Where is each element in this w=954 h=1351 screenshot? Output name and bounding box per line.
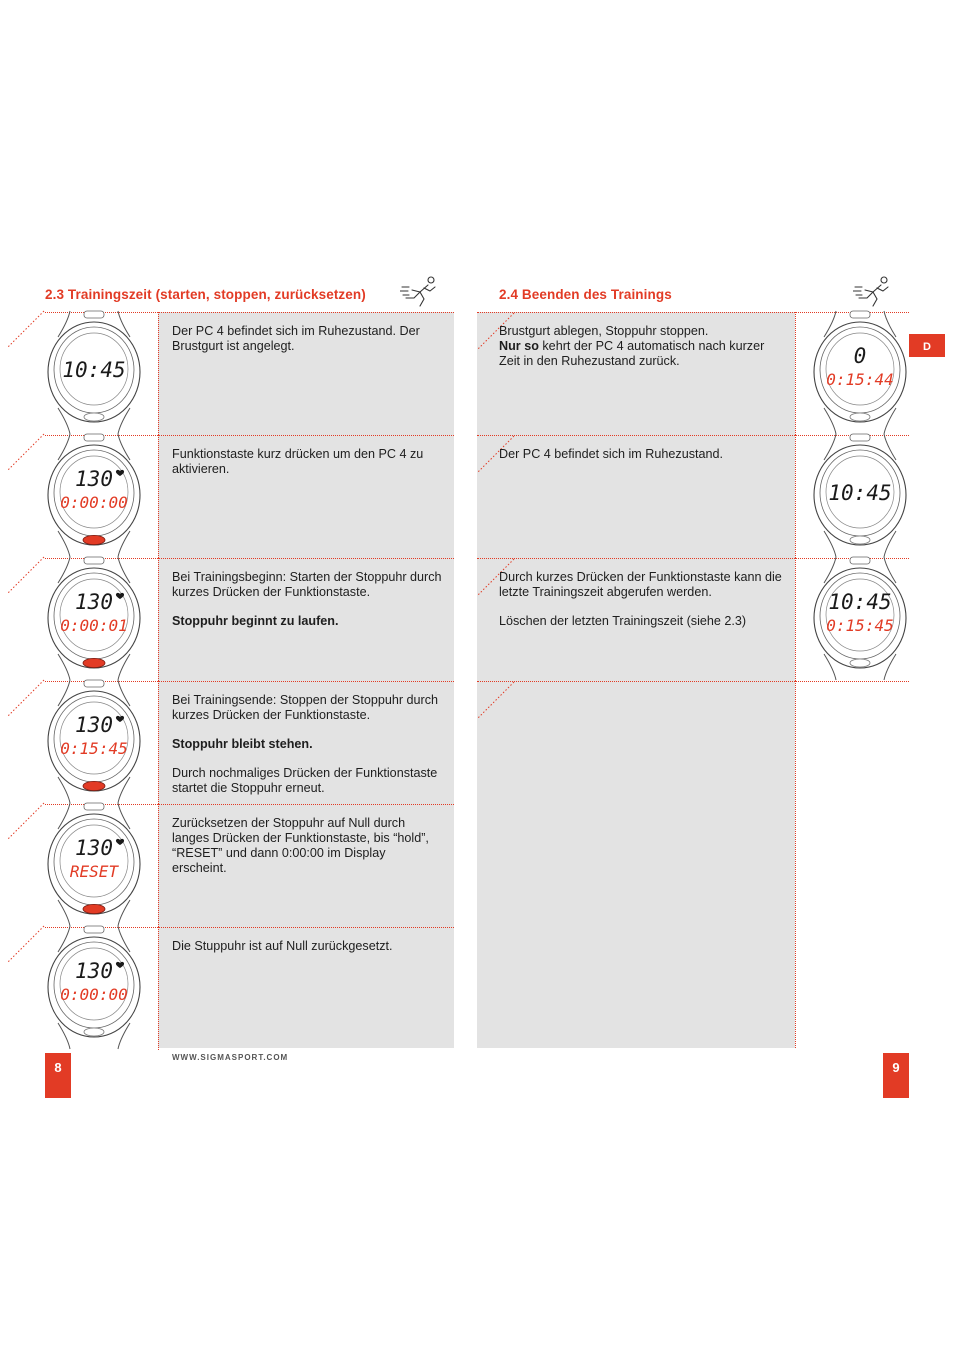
step-text-span: kehrt der PC 4 automatisch nach kurzer Zeit in den Ruhezustand zurück. bbox=[499, 339, 765, 368]
step-description bbox=[499, 570, 787, 629]
function-button bbox=[84, 1028, 104, 1036]
watch-lug bbox=[84, 557, 104, 564]
step-description bbox=[172, 570, 442, 629]
column-divider bbox=[795, 312, 796, 435]
display-main-value: 0 bbox=[853, 344, 867, 368]
function-button bbox=[83, 535, 105, 544]
watch-lug bbox=[850, 311, 870, 318]
runner-icon bbox=[853, 275, 895, 309]
watch-illustration bbox=[810, 557, 910, 680]
display-sub-value: 0:15:45 bbox=[60, 739, 128, 758]
step-text-span: Der PC 4 befindet sich im Ruhezustand. bbox=[499, 447, 724, 461]
column-divider bbox=[795, 558, 796, 681]
watch-illustration bbox=[44, 311, 144, 434]
dotted-connector bbox=[8, 926, 48, 966]
watch-illustration bbox=[44, 434, 144, 557]
watch-illustration bbox=[810, 434, 910, 557]
watch-lug bbox=[84, 311, 104, 318]
row-divider bbox=[477, 681, 909, 682]
column-divider bbox=[795, 681, 796, 1048]
step-description bbox=[499, 324, 787, 369]
function-button bbox=[84, 413, 104, 421]
dotted-connector bbox=[8, 434, 48, 474]
function-button bbox=[83, 904, 105, 913]
column-divider bbox=[158, 435, 159, 558]
step-paragraph bbox=[499, 447, 787, 462]
emphasis-text: Nur so bbox=[499, 339, 539, 353]
step-paragraph: Durch kurzes Drücken der Funktionstaste kann die letzte Trainingszeit abgerufen werden. bbox=[499, 570, 782, 599]
step-paragraph: Die Stuppuhr ist auf Null zurückgesetzt. bbox=[172, 939, 393, 953]
watch-illustration bbox=[44, 803, 144, 926]
dotted-connector bbox=[8, 311, 48, 351]
dotted-connector bbox=[478, 682, 518, 722]
display-sub-value: 0:00:00 bbox=[60, 985, 128, 1004]
watch-illustration bbox=[810, 311, 910, 434]
step-paragraph: Funktionstaste kurz drücken um den PC 4 zu aktivieren. bbox=[172, 447, 424, 476]
step-paragraph: Zurücksetzen der Stoppuhr auf Null durch langes Drücken der Funktionstaste, bis “hold”, “RESET” und dann 0:00:00 im Display erscheint. bbox=[172, 816, 429, 875]
step-paragraph: Durch nochmaliges Drücken der Funktionstaste startet die Stoppuhr erneut. bbox=[172, 766, 438, 795]
watch-lug bbox=[850, 557, 870, 564]
page-number-right: 9 bbox=[883, 1053, 909, 1098]
display-sub-value: 0:00:01 bbox=[60, 616, 128, 635]
watch-illustration bbox=[44, 680, 144, 803]
section-heading-2-3: 2.3 Trainingszeit (starten, stoppen, zurücksetzen) bbox=[45, 287, 366, 302]
display-main-value: 130 bbox=[75, 467, 113, 491]
function-button bbox=[850, 413, 870, 421]
step-paragraph: Bei Trainingsbeginn: Starten der Stoppuhr durch kurzes Drücken der Funktionstaste. bbox=[172, 570, 442, 599]
step-description bbox=[172, 939, 442, 954]
step-text-span: Brustgurt ablegen, Stoppuhr stoppen. bbox=[499, 324, 709, 338]
display-main-value: 130 bbox=[75, 590, 113, 614]
left-text-panel bbox=[158, 312, 454, 1048]
display-main-value: 130 bbox=[75, 713, 113, 737]
function-button bbox=[850, 536, 870, 544]
language-tab[interactable]: D bbox=[909, 334, 945, 357]
step-description bbox=[499, 447, 787, 462]
watch-lug bbox=[850, 434, 870, 441]
step-paragraph: Stoppuhr beginnt zu laufen. bbox=[172, 614, 339, 628]
display-main-value: 130 bbox=[75, 836, 113, 860]
display-main-value: 10:45 bbox=[62, 358, 126, 382]
watch-lug bbox=[84, 434, 104, 441]
step-paragraph: Löschen der letzten Trainingszeit (siehe 2.3) bbox=[499, 614, 747, 628]
column-divider bbox=[158, 804, 159, 927]
step-description bbox=[172, 816, 442, 876]
column-divider bbox=[158, 558, 159, 681]
step-description bbox=[172, 693, 442, 796]
display-main-value: 10:45 bbox=[828, 590, 892, 614]
dotted-connector bbox=[8, 803, 48, 843]
step-description bbox=[172, 324, 442, 354]
step-paragraph: Der PC 4 befindet sich im Ruhezustand. Der Brustgurt ist angelegt. bbox=[172, 324, 420, 353]
step-paragraph: Bei Trainingsende: Stoppen der Stoppuhr durch kurzes Drücken der Funktionstaste. bbox=[172, 693, 439, 722]
display-sub-value: 0:00:00 bbox=[60, 493, 128, 512]
footer-url[interactable]: WWW.SIGMASPORT.COM bbox=[172, 1053, 289, 1062]
display-sub-value: 0:15:45 bbox=[826, 616, 894, 635]
watch-illustration bbox=[44, 557, 144, 680]
dotted-connector bbox=[8, 680, 48, 720]
step-paragraph bbox=[499, 324, 787, 369]
watch-lug bbox=[84, 803, 104, 810]
right-text-panel bbox=[477, 312, 795, 1048]
runner-icon bbox=[400, 275, 442, 309]
display-sub-value: 0:15:44 bbox=[826, 370, 894, 389]
watch-lug bbox=[84, 680, 104, 687]
step-description bbox=[172, 447, 442, 477]
dotted-connector bbox=[8, 557, 48, 597]
column-divider bbox=[158, 681, 159, 804]
display-sub-value: RESET bbox=[69, 862, 119, 881]
watch-illustration bbox=[44, 926, 144, 1049]
watch-lug bbox=[84, 926, 104, 933]
step-paragraph: Stoppuhr bleibt stehen. bbox=[172, 737, 313, 751]
column-divider bbox=[158, 312, 159, 435]
function-button bbox=[850, 659, 870, 667]
display-main-value: 130 bbox=[75, 959, 113, 983]
section-heading-2-4: 2.4 Beenden des Trainings bbox=[499, 287, 672, 302]
function-button bbox=[83, 781, 105, 790]
display-main-value: 10:45 bbox=[828, 481, 892, 505]
function-button bbox=[83, 658, 105, 667]
column-divider bbox=[158, 927, 159, 1050]
page-number-left: 8 bbox=[45, 1053, 71, 1098]
column-divider bbox=[795, 435, 796, 558]
